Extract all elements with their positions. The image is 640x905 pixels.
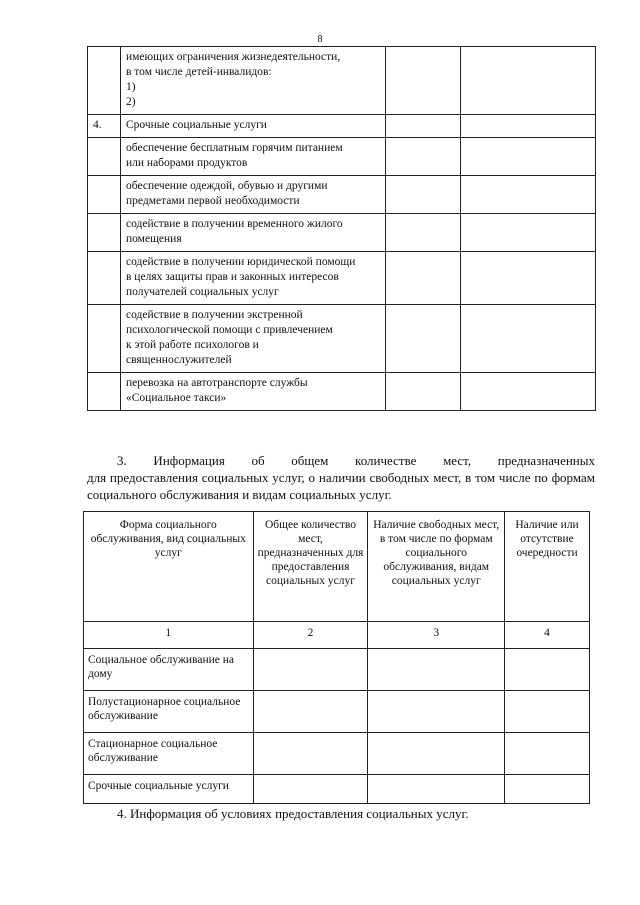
section-3-rest: для предоставления социальных услуг, о наличии свободных мест, в том числе по формам социального обслуживания и видам социальных услуг. bbox=[87, 470, 595, 502]
empty-cell bbox=[368, 775, 505, 804]
service-name-line: получателей социальных услуг bbox=[126, 286, 279, 298]
service-name-line: содействие в получении временного жилого bbox=[126, 218, 343, 230]
row-number bbox=[88, 176, 121, 214]
service-name-line: предметами первой необходимости bbox=[126, 195, 300, 207]
empty-cell bbox=[368, 649, 505, 691]
row-number bbox=[88, 214, 121, 252]
service-name-line: имеющих ограничения жизнедеятельности, bbox=[126, 51, 341, 63]
header-total-places: Общее количество мест, предназначенных для предоставления социальных услуг bbox=[253, 512, 368, 622]
service-name-line: перевозка на автотранспорте службы bbox=[126, 377, 308, 389]
service-name-line: психологической помощи с привлечением bbox=[126, 324, 333, 336]
table-row bbox=[88, 138, 596, 176]
empty-cell bbox=[505, 649, 590, 691]
header-free-places: Наличие свободных мест, в том числе по формам социального обслуживания, видам социальных услуг bbox=[368, 512, 505, 622]
column-number: 2 bbox=[253, 622, 368, 649]
row-number bbox=[88, 373, 121, 411]
service-name-line: содействие в получении юридической помощи bbox=[126, 256, 356, 268]
empty-cell bbox=[386, 47, 461, 115]
empty-cell bbox=[461, 252, 596, 305]
table-row bbox=[84, 691, 590, 733]
service-name-line: к этой работе психологов и bbox=[126, 339, 259, 351]
row-label: Социальное обслуживание на дому bbox=[84, 649, 254, 691]
table-row bbox=[84, 649, 590, 691]
empty-cell bbox=[253, 649, 368, 691]
empty-cell bbox=[253, 733, 368, 775]
row-number bbox=[88, 138, 121, 176]
table-row bbox=[88, 176, 596, 214]
service-name-line: обеспечение бесплатным горячим питанием bbox=[126, 142, 343, 154]
service-name-line: в том числе детей-инвалидов: bbox=[126, 66, 272, 78]
empty-cell bbox=[368, 691, 505, 733]
empty-cell bbox=[386, 373, 461, 411]
empty-cell bbox=[368, 733, 505, 775]
empty-cell bbox=[461, 115, 596, 138]
page-number: 8 bbox=[317, 34, 323, 45]
service-name bbox=[121, 252, 386, 305]
service-name bbox=[121, 138, 386, 176]
table-row bbox=[88, 214, 596, 252]
row-number bbox=[88, 305, 121, 373]
service-name bbox=[121, 115, 386, 138]
table-row bbox=[84, 733, 590, 775]
service-name bbox=[121, 305, 386, 373]
table-row bbox=[84, 775, 590, 804]
table-row bbox=[88, 252, 596, 305]
row-label: Стационарное социальное обслуживание bbox=[84, 733, 254, 775]
section-3-first-line: 3. Информация об общем количестве мест, предназначенных bbox=[117, 453, 595, 468]
empty-cell bbox=[253, 691, 368, 733]
empty-cell bbox=[461, 305, 596, 373]
row-label: Полустационарное социальное обслуживание bbox=[84, 691, 254, 733]
empty-cell bbox=[386, 214, 461, 252]
empty-cell bbox=[386, 305, 461, 373]
service-name bbox=[121, 373, 386, 411]
empty-cell bbox=[505, 733, 590, 775]
service-name-line: священнослужителей bbox=[126, 354, 232, 366]
empty-cell bbox=[386, 176, 461, 214]
empty-cell bbox=[461, 214, 596, 252]
table-row bbox=[88, 47, 596, 115]
service-name-line: Срочные социальные услуги bbox=[126, 119, 267, 131]
row-number bbox=[88, 252, 121, 305]
empty-cell bbox=[253, 775, 368, 804]
places-availability-table bbox=[83, 511, 590, 804]
empty-cell bbox=[461, 373, 596, 411]
column-number-row bbox=[84, 622, 590, 649]
empty-cell bbox=[461, 138, 596, 176]
empty-cell bbox=[386, 138, 461, 176]
row-number: 4. bbox=[88, 115, 121, 138]
service-name-line: 1) bbox=[126, 81, 136, 93]
service-name-line: содействие в получении экстренной bbox=[126, 309, 303, 321]
service-name bbox=[121, 47, 386, 115]
service-name-line: 2) bbox=[126, 96, 136, 108]
empty-cell bbox=[505, 691, 590, 733]
column-number: 4 bbox=[505, 622, 590, 649]
empty-cell bbox=[461, 47, 596, 115]
service-name-line: обеспечение одеждой, обувью и другими bbox=[126, 180, 328, 192]
table-row bbox=[88, 115, 596, 138]
table-row bbox=[88, 373, 596, 411]
section-4-heading: 4. Информация об условиях предоставления социальных услуг. bbox=[117, 806, 469, 821]
header-form: Форма социального обслуживания, вид социальных услуг bbox=[84, 512, 254, 622]
empty-cell bbox=[505, 775, 590, 804]
empty-cell bbox=[461, 176, 596, 214]
column-number: 1 bbox=[84, 622, 254, 649]
header-queue: Наличие или отсутствие очередности bbox=[505, 512, 590, 622]
section-3-paragraph bbox=[87, 452, 595, 503]
service-name-line: или наборами продуктов bbox=[126, 157, 248, 169]
table-row bbox=[88, 305, 596, 373]
row-label: Срочные социальные услуги bbox=[84, 775, 254, 804]
empty-cell bbox=[386, 252, 461, 305]
row-number bbox=[88, 47, 121, 115]
table-header-row bbox=[84, 512, 590, 622]
service-name bbox=[121, 176, 386, 214]
column-number: 3 bbox=[368, 622, 505, 649]
service-name bbox=[121, 214, 386, 252]
service-name-line: помещения bbox=[126, 233, 182, 245]
social-services-table bbox=[87, 46, 596, 411]
service-name-line: в целях защиты прав и законных интересов bbox=[126, 271, 339, 283]
empty-cell bbox=[386, 115, 461, 138]
service-name-line: «Социальное такси» bbox=[126, 392, 227, 404]
